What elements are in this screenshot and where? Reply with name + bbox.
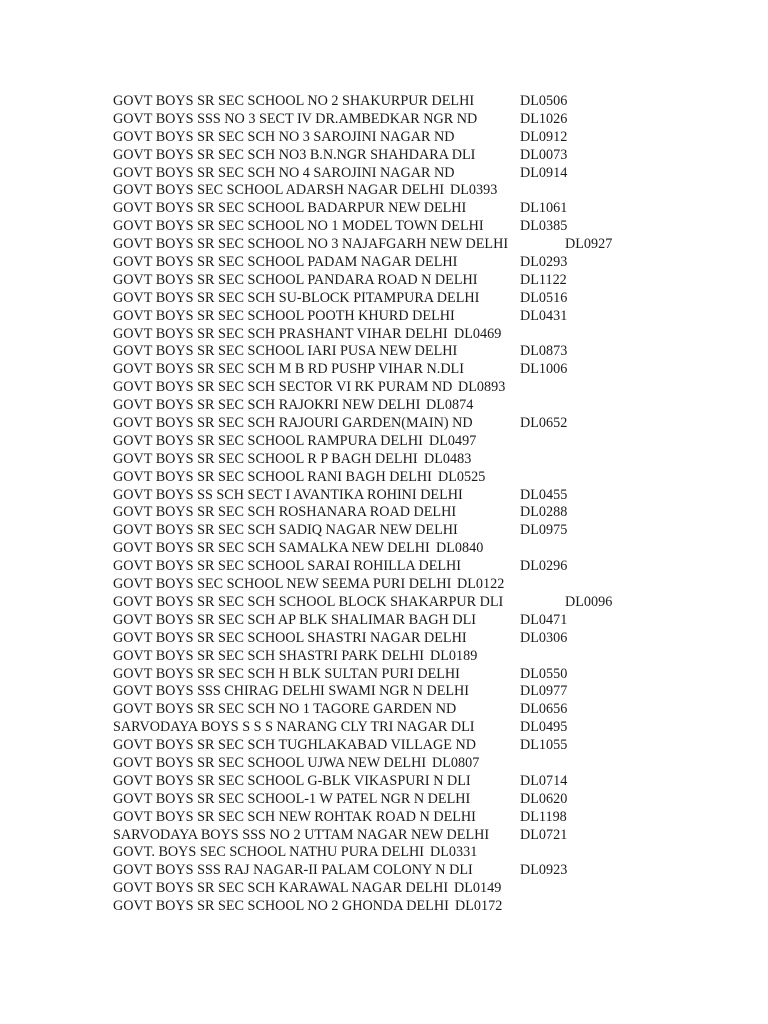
school-code: DL0923: [520, 862, 568, 879]
school-name: GOVT BOYS SR SEC SCH NO3 B.N.NGR SHAHDARA DLI: [113, 146, 476, 163]
school-code: DL0893: [458, 379, 506, 396]
list-item: [113, 451, 753, 469]
list-item: [113, 844, 753, 862]
school-code: DL0495: [520, 719, 568, 736]
school-code: DL0189: [430, 647, 478, 664]
school-name: GOVT BOYS SR SEC SCH RAJOKRI NEW DELHI: [113, 397, 421, 414]
school-name: GOVT BOYS SR SEC SCH SCHOOL BLOCK SHAKARPUR DLI: [113, 593, 504, 610]
school-name: GOVT BOYS SR SEC SCHOOL SHASTRI NAGAR DELHI: [113, 629, 467, 646]
school-name: GOVT BOYS SR SEC SCHOOL-1 W PATEL NGR N DELHI: [113, 790, 471, 807]
school-name: GOVT BOYS SR SEC SCHOOL NO 2 SHAKURPUR DELHI: [113, 93, 475, 109]
list-item: [113, 594, 753, 612]
list-item: [113, 165, 753, 183]
list-item: [113, 182, 753, 200]
list-item: [113, 880, 753, 898]
school-code: DL0497: [429, 432, 477, 449]
school-name: GOVT BOYS SR SEC SCH H BLK SULTAN PURI DELHI: [113, 665, 460, 682]
school-name: GOVT BOYS SR SEC SCHOOL POOTH KHURD DELHI: [113, 307, 455, 324]
school-name: GOVT BOYS SR SEC SCH NO 4 SAROJINI NAGAR ND: [113, 164, 455, 181]
school-name: GOVT BOYS SR SEC SCH TUGHLAKABAD VILLAGE ND: [113, 737, 476, 754]
school-name: GOVT BOYS SR SEC SCH KARAWAL NAGAR DELHI: [113, 880, 449, 897]
school-code: DL1006: [520, 361, 568, 378]
school-name: GOVT BOYS SS SCH SECT I AVANTIKA ROHINI DELHI: [113, 486, 463, 503]
school-code: DL0073: [520, 146, 568, 163]
school-name: GOVT BOYS SR SEC SCHOOL SARAI ROHILLA DELHI: [113, 558, 462, 575]
list-item: [113, 576, 753, 594]
list-item: [113, 666, 753, 684]
list-item: [113, 773, 753, 791]
school-name: GOVT BOYS SR SEC SCHOOL PANDARA ROAD N DELHI: [113, 271, 478, 288]
school-code: DL0721: [520, 826, 568, 843]
school-code: DL0914: [520, 164, 568, 181]
school-name: GOVT BOYS SR SEC SCH NO 1 TAGORE GARDEN ND: [113, 701, 457, 718]
school-code: DL0469: [454, 325, 502, 342]
list-item: [113, 93, 753, 111]
school-code: DL0977: [520, 683, 568, 700]
school-code: DL0975: [520, 522, 568, 539]
list-item: [113, 701, 753, 719]
school-code: DL0874: [426, 397, 474, 414]
list-item: [113, 218, 753, 236]
school-name: GOVT BOYS SR SEC SCHOOL RANI BAGH DELHI: [113, 468, 432, 485]
school-list: [113, 93, 753, 916]
list-item: [113, 290, 753, 308]
list-item: [113, 540, 753, 558]
school-name: GOVT BOYS SSS CHIRAG DELHI SWAMI NGR N DELHI: [113, 683, 470, 700]
school-name: GOVT BOYS SR SEC SCH AP BLK SHALIMAR BAGH DLI: [113, 611, 477, 628]
school-name: GOVT. BOYS SEC SCHOOL NATHU PURA DELHI: [113, 844, 424, 861]
school-code: DL0525: [438, 468, 486, 485]
school-name: GOVT BOYS SR SEC SCH SECTOR VI RK PURAM ND: [113, 379, 453, 396]
list-item: [113, 469, 753, 487]
list-item: [113, 648, 753, 666]
school-name: GOVT BOYS SR SEC SCHOOL UJWA NEW DELHI: [113, 754, 427, 771]
list-item: [113, 791, 753, 809]
school-code: DL1055: [520, 737, 568, 754]
school-code: DL0807: [432, 754, 480, 771]
school-code: DL0331: [430, 844, 478, 861]
list-item: [113, 630, 753, 648]
list-item: [113, 433, 753, 451]
school-name: GOVT BOYS SR SEC SCHOOL BADARPUR NEW DELHI: [113, 200, 467, 217]
list-item: [113, 612, 753, 630]
school-code: DL1122: [520, 271, 567, 288]
list-item: [113, 200, 753, 218]
school-name: GOVT BOYS SR SEC SCHOOL PADAM NAGAR DELHI: [113, 254, 458, 271]
list-item: [113, 326, 753, 344]
school-code: DL0927: [565, 236, 613, 253]
school-code: DL0714: [520, 772, 568, 789]
school-name: GOVT BOYS SR SEC SCHOOL IARI PUSA NEW DELHI: [113, 343, 458, 360]
school-name: GOVT BOYS SEC SCHOOL ADARSH NAGAR DELHI: [113, 182, 445, 199]
list-item: [113, 809, 753, 827]
list-item: [113, 898, 753, 916]
school-code: DL0149: [454, 880, 502, 897]
school-code: DL1026: [520, 110, 568, 127]
school-code: DL0455: [520, 486, 568, 503]
school-code: DL0840: [436, 540, 484, 557]
school-code: DL0652: [520, 415, 568, 432]
school-name: GOVT BOYS SSS NO 3 SECT IV DR.AMBEDKAR NGR ND: [113, 110, 478, 127]
school-name: GOVT BOYS SR SEC SCHOOL NO 3 NAJAFGARH NEW DELHI: [113, 236, 509, 253]
school-code: DL0393: [450, 182, 498, 199]
list-item: [113, 827, 753, 845]
list-item: [113, 236, 753, 254]
school-name: GOVT BOYS SEC SCHOOL NEW SEEMA PURI DELHI: [113, 576, 452, 593]
list-item: [113, 272, 753, 290]
school-name: GOVT BOYS SR SEC SCHOOL NO 2 GHONDA DELHI: [113, 898, 449, 915]
school-name: GOVT BOYS SR SEC SCH NEW ROHTAK ROAD N DELHI: [113, 808, 476, 825]
school-name: SARVODAYA BOYS SSS NO 2 UTTAM NAGAR NEW DELHI: [113, 826, 490, 843]
list-item: [113, 558, 753, 576]
school-name: GOVT BOYS SR SEC SCH ROSHANARA ROAD DELHI: [113, 504, 457, 521]
school-code: DL1061: [520, 200, 568, 217]
school-code: DL0912: [520, 128, 568, 145]
school-name: GOVT BOYS SR SEC SCHOOL R P BAGH DELHI: [113, 450, 418, 467]
list-item: [113, 343, 753, 361]
school-code: DL0550: [520, 665, 568, 682]
list-item: [113, 683, 753, 701]
school-code: DL0122: [457, 576, 505, 593]
school-code: DL0172: [455, 898, 503, 915]
list-item: [113, 737, 753, 755]
school-name: GOVT BOYS SR SEC SCH SAMALKA NEW DELHI: [113, 540, 430, 557]
list-item: [113, 504, 753, 522]
school-code: DL0471: [520, 611, 568, 628]
school-code: DL0431: [520, 307, 568, 324]
school-name: GOVT BOYS SR SEC SCH NO 3 SAROJINI NAGAR ND: [113, 128, 455, 145]
school-code: DL0620: [520, 790, 568, 807]
school-code: DL0096: [565, 593, 613, 610]
school-name: GOVT BOYS SR SEC SCHOOL RAMPURA DELHI: [113, 432, 423, 449]
school-name: GOVT BOYS SR SEC SCH SADIQ NAGAR NEW DELHI: [113, 522, 458, 539]
list-item: [113, 379, 753, 397]
school-name: GOVT BOYS SR SEC SCHOOL NO 1 MODEL TOWN DELHI: [113, 218, 484, 235]
list-item: [113, 129, 753, 147]
list-item: [113, 361, 753, 379]
school-code: DL0506: [520, 93, 568, 109]
school-code: DL0483: [424, 450, 472, 467]
school-name: GOVT BOYS SR SEC SCH PRASHANT VIHAR DELHI: [113, 325, 448, 342]
school-code: DL0288: [520, 504, 568, 521]
school-name: GOVT BOYS SR SEC SCH RAJOURI GARDEN(MAIN) ND: [113, 415, 473, 432]
school-name: GOVT BOYS SR SEC SCHOOL G-BLK VIKASPURI N DLI: [113, 772, 471, 789]
school-name: SARVODAYA BOYS S S S NARANG CLY TRI NAGAR DLI: [113, 719, 475, 736]
list-item: [113, 415, 753, 433]
school-name: GOVT BOYS SR SEC SCH SHASTRI PARK DELHI: [113, 647, 425, 664]
list-item: [113, 111, 753, 129]
list-item: [113, 862, 753, 880]
school-name: GOVT BOYS SR SEC SCH SU-BLOCK PITAMPURA DELHI: [113, 289, 480, 306]
list-item: [113, 522, 753, 540]
list-item: [113, 719, 753, 737]
school-code: DL1198: [520, 808, 567, 825]
list-item: [113, 254, 753, 272]
school-code: DL0656: [520, 701, 568, 718]
list-item: [113, 755, 753, 773]
school-code: DL0296: [520, 558, 568, 575]
list-item: [113, 487, 753, 505]
school-code: DL0293: [520, 254, 568, 271]
school-code: DL0385: [520, 218, 568, 235]
list-item: [113, 147, 753, 165]
school-name: GOVT BOYS SSS RAJ NAGAR-II PALAM COLONY N DLI: [113, 862, 473, 879]
list-item: [113, 308, 753, 326]
list-item: [113, 397, 753, 415]
school-code: DL0306: [520, 629, 568, 646]
school-code: DL0873: [520, 343, 568, 360]
school-code: DL0516: [520, 289, 568, 306]
school-name: GOVT BOYS SR SEC SCH M B RD PUSHP VIHAR N.DLI: [113, 361, 464, 378]
